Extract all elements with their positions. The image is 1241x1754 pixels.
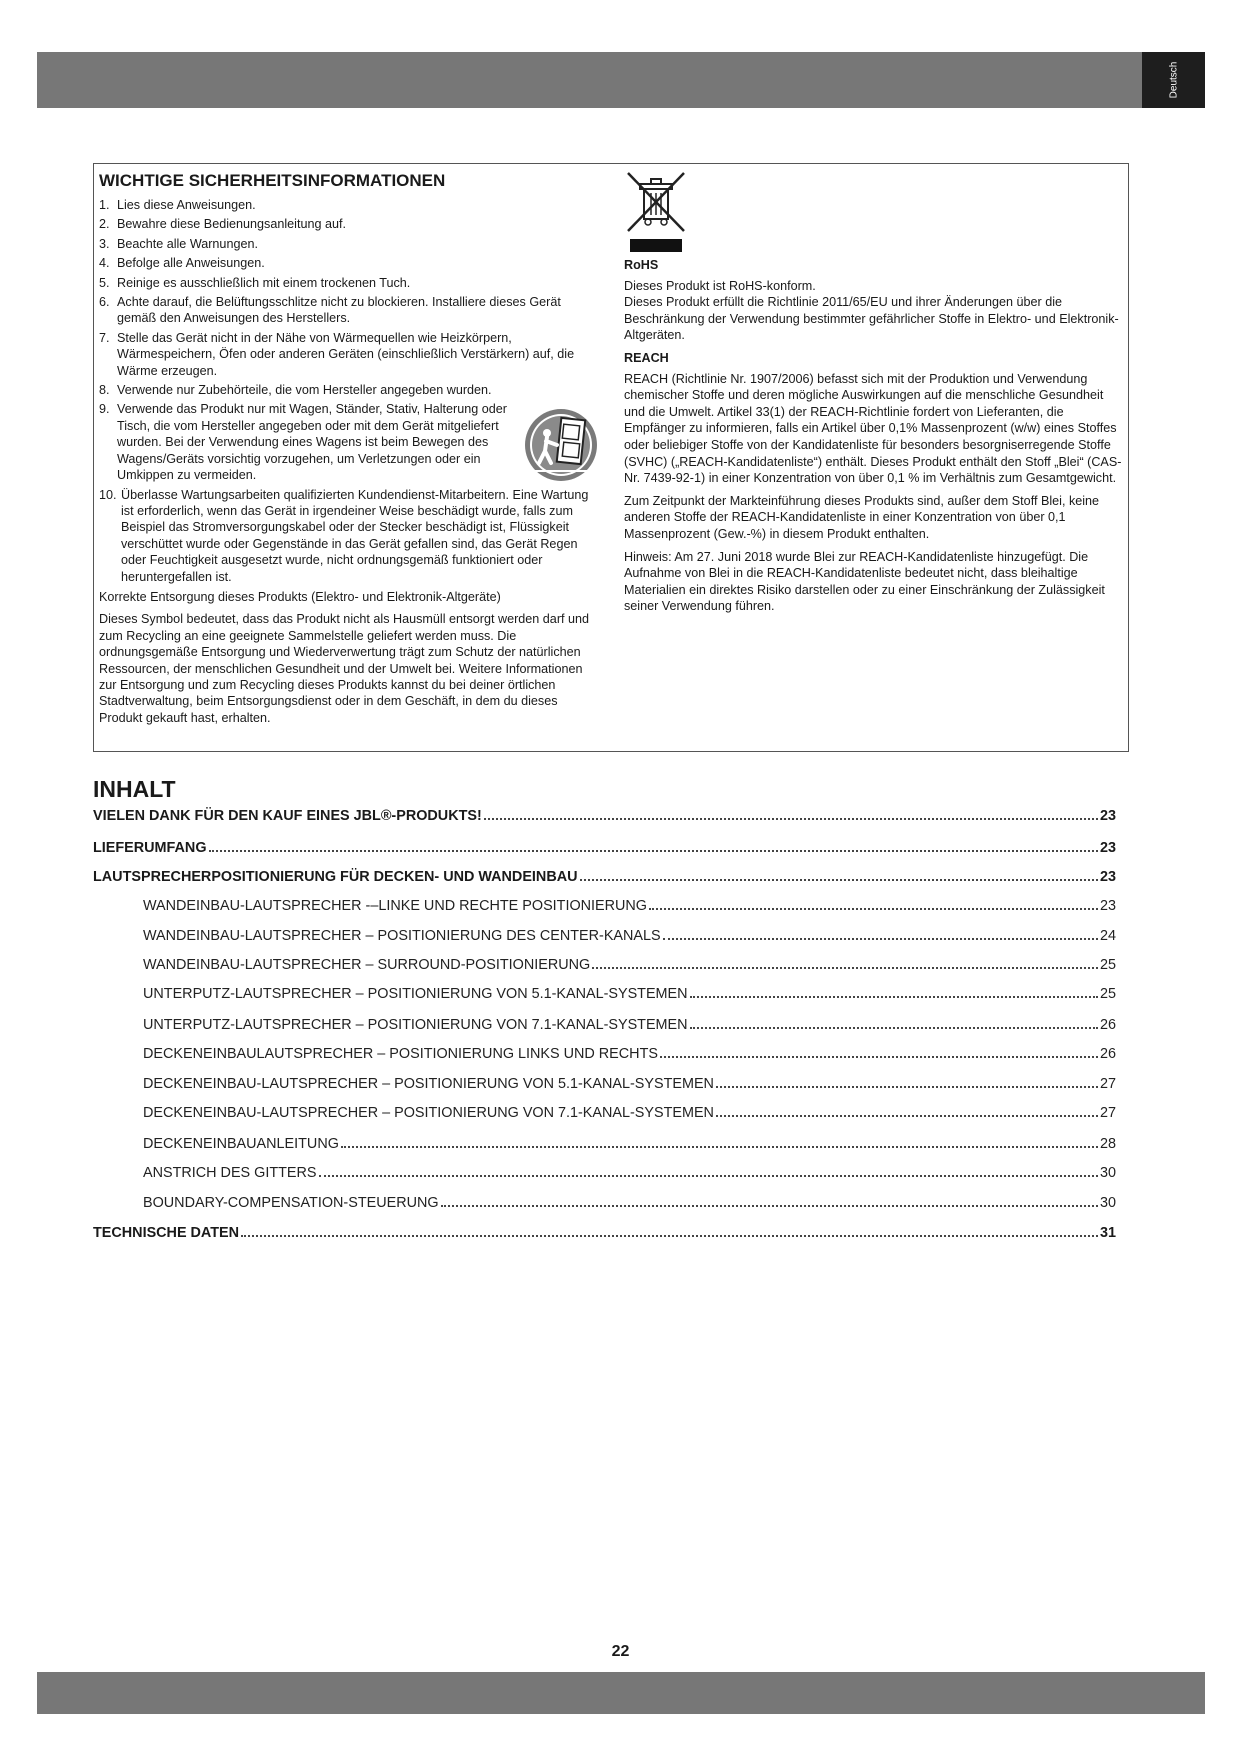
footer-bar bbox=[37, 1672, 1205, 1714]
toc-entry[interactable]: ANSTRICH DES GITTERS 30 bbox=[143, 1165, 1116, 1181]
safety-title: WICHTIGE SICHERHEITSINFORMATIONEN bbox=[99, 171, 446, 190]
rohs-text-1: Dieses Produkt ist RoHS-konform. bbox=[624, 278, 816, 293]
disposal-heading: Korrekte Entsorgung dieses Produkts (Elektro- und Elektronik-Altgeräte) bbox=[99, 589, 501, 604]
toc-entry[interactable]: DECKENEINBAU-LAUTSPRECHER – POSITIONIERUNG VON 7.1-KANAL-SYSTEMEN 27 bbox=[143, 1105, 1116, 1121]
safety-item: 6. Achte darauf, die Belüftungsschlitze nicht zu blockieren. Installiere dieses Gerät gemäß den Anweisungen des Herstellers. bbox=[99, 295, 561, 326]
safety-item: 1. Lies diese Anweisungen. bbox=[99, 198, 256, 212]
safety-item: 8. Verwende nur Zubehörteile, die vom Hersteller angegeben wurden. bbox=[99, 383, 492, 398]
safety-left-column bbox=[99, 169, 599, 732]
toc-entry[interactable]: LAUTSPRECHERPOSITIONIERUNG FÜR DECKEN- UND WANDEINBAU 23 bbox=[93, 869, 1116, 885]
toc-entry[interactable]: DECKENEINBAUANLEITUNG 28 bbox=[143, 1136, 1116, 1152]
safety-item: 4. Befolge alle Anweisungen. bbox=[99, 256, 265, 271]
toc-entry[interactable]: UNTERPUTZ-LAUTSPRECHER – POSITIONIERUNG VON 5.1-KANAL-SYSTEMEN 25 bbox=[143, 986, 1116, 1002]
reach-text-3: Hinweis: Am 27. Juni 2018 wurde Blei zur REACH-Kandidatenliste hinzugefügt. Die Aufnahme von Blei in die REACH-Kandidatenliste bedeutet nicht, dass bleihaltige Materialien ein direktes Risiko darstellen oder zu einer Einschränkung der Zulässigkeit seiner Verwendung führen. bbox=[624, 549, 1105, 614]
toc-entry[interactable]: LIEFERUMFANG 23 bbox=[93, 840, 1116, 856]
language-tab[interactable] bbox=[1142, 52, 1205, 108]
header-bar bbox=[37, 52, 1205, 108]
reach-text-1: REACH (Richtlinie Nr. 1907/2006) befasst sich mit der Produktion und Verwendung chemischer Stoffe und deren mögliche Auswirkungen auf die menschliche Gesundheit und die Umwelt. Artikel 33(1) der REACH-Richtlinie fordert von Lieferanten, die Empfänger zu informieren, falls ein Artikel über 0,1% Massenprozent (w/w) eines Stoffes oder beliebiger Stoffe von der Kandidatenliste für besonders besorgniserregende Stoffe (SVHC) („REACH-Kandidatenliste“) enthält. Dieses Produkt enthält den Stoff „Blei“ (CAS-Nr. 7439-92-1) in einer Konzentration von über 0,1 % im Verhältnis zum Gesamtgewicht. bbox=[624, 371, 1122, 486]
safety-item: 3. Beachte alle Warnungen. bbox=[99, 236, 258, 251]
safety-list bbox=[99, 197, 599, 585]
toc-entry[interactable]: WANDEINBAU-LAUTSPRECHER – POSITIONIERUNG DES CENTER-KANALS 24 bbox=[143, 928, 1116, 944]
safety-info-box bbox=[93, 163, 1129, 752]
toc-entry[interactable]: TECHNISCHE DATEN 31 bbox=[93, 1225, 1116, 1241]
weee-bar-icon bbox=[630, 239, 682, 252]
safety-item: 2. Bewahre diese Bedienungsanleitung auf. bbox=[99, 217, 346, 232]
toc-entry[interactable]: DECKENEINBAULAUTSPRECHER – POSITIONIERUNG LINKS UND RECHTS 26 bbox=[143, 1046, 1116, 1062]
reach-heading: REACH bbox=[624, 350, 669, 365]
toc-entry[interactable]: VIELEN DANK FÜR DEN KAUF EINES JBL®-PRODUKTS! 23 bbox=[93, 808, 1116, 824]
safety-right-column bbox=[624, 169, 1124, 621]
disposal-text: Dieses Symbol bedeutet, dass das Produkt nicht als Hausmüll entsorgt werden darf und zum Recycling an eine geeignete Sammelstelle geliefert werden muss. Die ordnungsgemäße Entsorgung und Wiederverwertung trägt zum Schutz der natürlichen Ressourcen, der menschlichen Gesundheit und der Umwelt bei. Weitere Informationen zur Entsorgung und zum Recycling dieses Produkts kannst du bei deiner örtlichen Stadtverwaltung, beim Entsorgungsdienst oder in dem Geschäft, in dem du dieses Produkt gekauft hast, erhalten. bbox=[99, 612, 590, 725]
safety-item: 5. Reinige es ausschließlich mit einem trockenen Tuch. bbox=[99, 275, 411, 290]
rohs-heading: RoHS bbox=[624, 258, 659, 272]
language-tab-label: Deutsch bbox=[1168, 61, 1179, 99]
toc-title: INHALT bbox=[93, 776, 176, 802]
page-number: 22 bbox=[611, 1643, 630, 1660]
toc-entry[interactable]: DECKENEINBAU-LAUTSPRECHER – POSITIONIERUNG VON 5.1-KANAL-SYSTEMEN 27 bbox=[143, 1076, 1116, 1092]
toc-entry[interactable]: WANDEINBAU-LAUTSPRECHER – SURROUND-POSITIONIERUNG 25 bbox=[143, 957, 1116, 973]
safety-item: 9. Verwende das Produkt nur mit Wagen, Ständer, Stativ, Halterung oder Tisch, die vom Hersteller angegeben oder mit dem Gerät mitgeliefert wurden. Bei der Verwendung eines Wagens ist beim Bewegen des Wagens/Geräts vorsichtig vorzugehen, um Verletzungen oder ein Umkippen zu vermeiden. bbox=[99, 401, 599, 483]
cart-tip-warning-icon bbox=[523, 405, 599, 487]
toc-entry[interactable]: UNTERPUTZ-LAUTSPRECHER – POSITIONIERUNG VON 7.1-KANAL-SYSTEMEN 26 bbox=[143, 1017, 1116, 1033]
rohs-text-2: Dieses Produkt erfüllt die Richtlinie 2011/65/EU und ihrer Änderungen über die Beschränkung der Verwendung bestimmter gefährlicher Stoffe in Elektro- und Elektronik-Altgeräten. bbox=[624, 295, 1119, 343]
safety-item: 7. Stelle das Gerät nicht in der Nähe von Wärmequellen wie Heizkörpern, Wärmespeichern, Öfen oder anderen Geräten (einschließlich Verstärkern) auf, die Wärme erzeugen. bbox=[99, 330, 575, 378]
safety-item: 10. Überlasse Wartungsarbeiten qualifizierten Kundendienst-Mitarbeitern. Eine Wartung ist erforderlich, wenn das Gerät in irgendeiner Weise beschädigt wurde, falls zum Beispiel das Stromversorgungskabel oder der Stecker beschädigt ist, Flüssigkeit verschüttet wurde oder Gegenstände in das Gerät gefallen sind, das Gerät Regen oder Feuchtigkeit ausgesetzt wurde, nicht ordnungsgemäß funktioniert oder heruntergefallen ist. bbox=[99, 487, 589, 584]
reach-text-2: Zum Zeitpunkt der Markteinführung dieses Produkts sind, außer dem Stoff Blei, keine anderen Stoffe der REACH-Kandidatenliste in einer Konzentration von über 0,1 Massenprozent (Gew.-%) in diesem Produkt enthalten. bbox=[624, 493, 1100, 541]
toc-entry[interactable]: BOUNDARY-COMPENSATION-STEUERUNG 30 bbox=[143, 1195, 1116, 1211]
toc-entry[interactable]: WANDEINBAU-LAUTSPRECHER -–LINKE UND RECHTE POSITIONIERUNG 23 bbox=[143, 898, 1116, 914]
weee-crossed-bin-icon bbox=[624, 169, 688, 235]
